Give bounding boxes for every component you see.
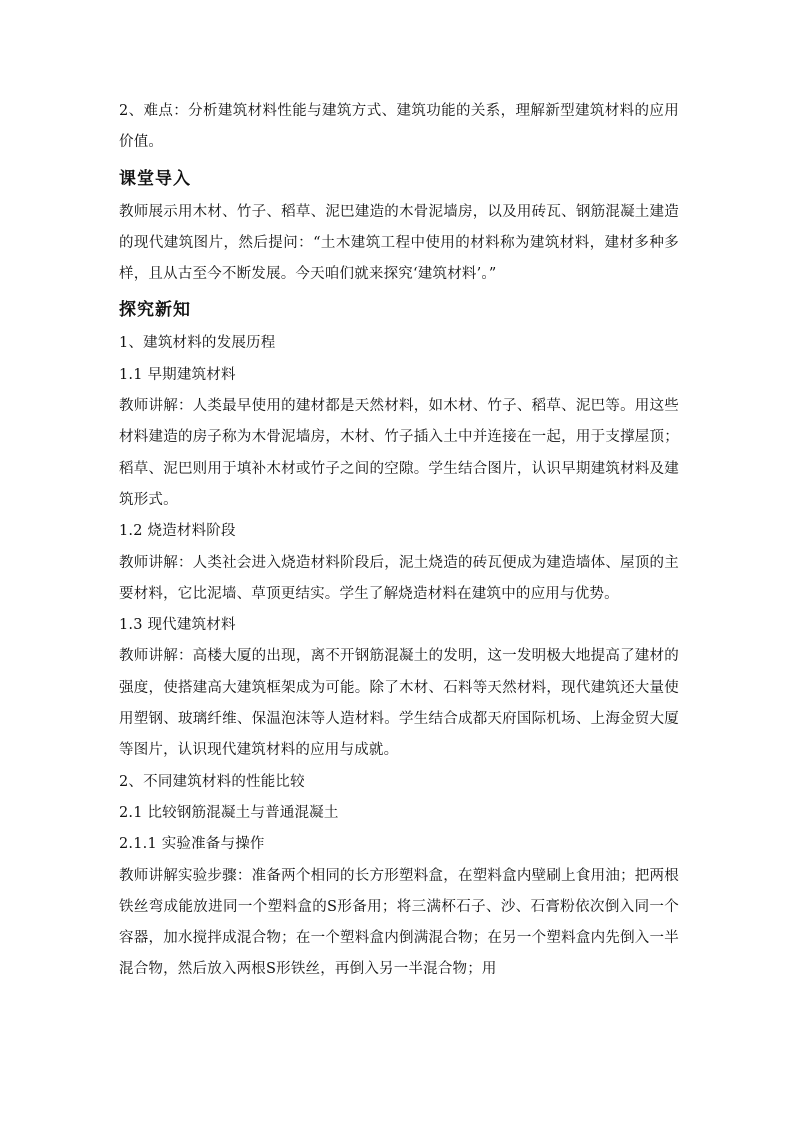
heading-explore-new: 探究新知: [119, 300, 191, 321]
intro-paragraph: 教师展示用木材、竹子、稻草、泥巴建造的木骨泥墙房，以及用砖瓦、钢筋混凝土建造的现代建筑图片，然后提问：“土木建筑工程中使用的材料称为建筑材料，建材多种多样，且从古至今不断发展。今天咱们就来探究‘建筑材料’。”: [119, 203, 679, 283]
subsection-1-3-title: 1.3 现代建筑材料: [119, 617, 236, 634]
part1-title: 1、建筑材料的发展历程: [119, 335, 276, 352]
difficulty-paragraph: 2、难点：分析建筑材料性能与建筑方式、建筑功能的关系，理解新型建筑材料的应用价值。: [119, 103, 679, 151]
subsection-1-2-title: 1.2 烧造材料阶段: [119, 523, 236, 540]
subsection-1-1-text: 教师讲解：人类最早使用的建材都是天然材料，如木材、竹子、稻草、泥巴等。用这些材料建造的房子称为木骨泥墙房，木材、竹子插入土中并连接在一起，用于支撑屋顶；稻草、泥巴则用于填补木材或竹子之间的空隙。学生结合图片，认识早期建筑材料及建筑形式。: [119, 398, 679, 508]
subsection-2-1-1-text: 教师讲解实验步骤：准备两个相同的长方形塑料盒，在塑料盒内壁刷上食用油；把两根铁丝弯成能放进同一个塑料盒的S形备用；将三满杯石子、沙、石膏粉依次倒入同一个容器，加水搅拌成混合物；在一个塑料盒内倒满混合物；在另一个塑料盒内先倒入一半混合物，然后放入两根S形铁丝，再倒入另一半混合物；用: [119, 867, 679, 978]
subsection-2-1-title: 2.1 比较钢筋混凝土与普通混凝土: [119, 804, 339, 821]
heading-class-intro: 课堂导入: [119, 168, 191, 189]
subsection-1-3-text: 教师讲解：高楼大厦的出现，离不开钢筋混凝土的发明，这一发明极大地提高了建材的强度，使搭建高大建筑框架成为可能。除了木材、石料等天然材料，现代建筑还大量使用塑钢、玻璃纤维、保温泡沫等人造材料。学生结合成都天府国际机场、上海金贸大厦等图片，认识现代建筑材料的应用与成就。: [119, 648, 679, 759]
subsection-1-1-title: 1.1 早期建筑材料: [119, 366, 236, 383]
document-body: [119, 96, 679, 986]
subsection-1-2-text: 教师讲解：人类社会进入烧造材料阶段后，泥土烧造的砖瓦便成为建造墙体、屋顶的主要材料，它比泥墙、草顶更结实。学生了解烧造材料在建筑中的应用与优势。: [119, 554, 679, 602]
part2-title: 2、不同建筑材料的性能比较: [119, 773, 305, 790]
subsection-2-1-1-title: 2.1.1 实验准备与操作: [119, 836, 265, 853]
